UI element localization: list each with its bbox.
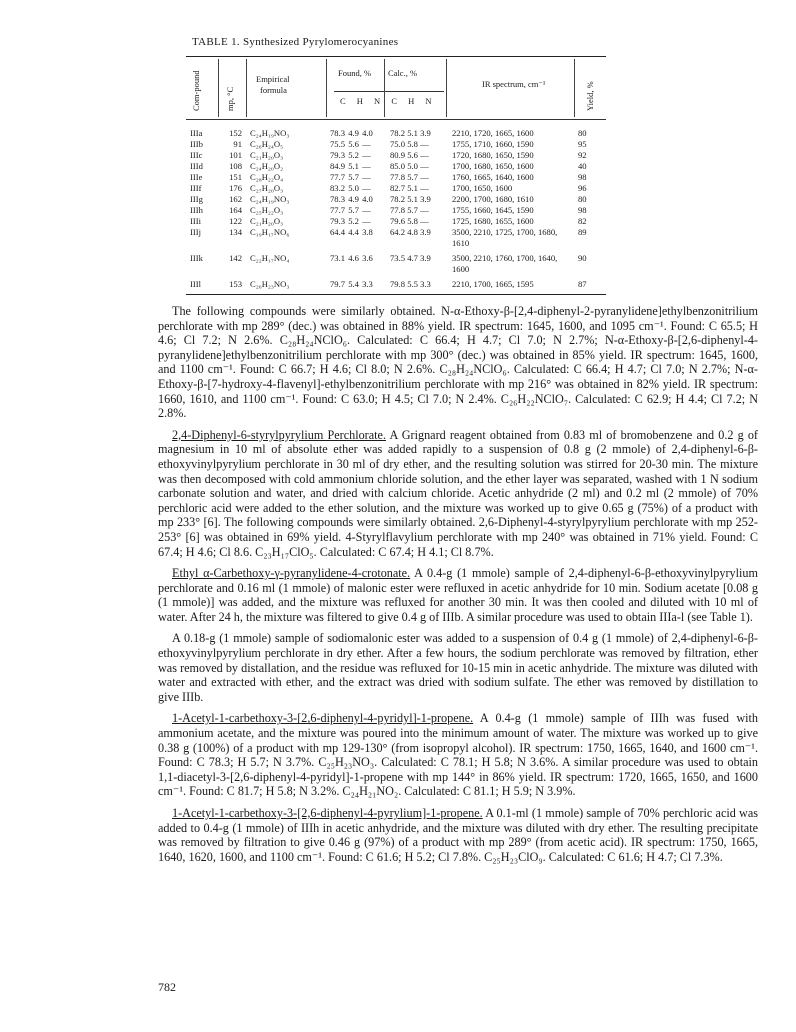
formula-cell: C₂₅H₂₂O₃ bbox=[250, 205, 284, 215]
compound-cell: IIIg bbox=[190, 194, 203, 204]
header-subrule bbox=[334, 91, 444, 92]
found-cell: 64.4 4.4 3.8 bbox=[330, 227, 373, 237]
calc-cell: 82.7 5.1 — bbox=[390, 183, 429, 193]
formula-cell: C₂₄H₁₉NO₃ bbox=[250, 194, 290, 204]
formula-cell: C₂₄H₂₀O₂ bbox=[250, 161, 284, 171]
paragraph-pyrylium-propene-body: A 0.1-ml (1 mmole) sample of 70% perchloric acid was added to 0.4-g (1 mmole) of IIIh in acetic anhydride, and the mixture was diluted with dry ether. The resulting precipitate was removed by filtration to give 0.46 g (97%) of a product with mp 289° (from acetic acid). IR spectrum: 1750, 1665, 1640, 1620, 1600, and 1100 cm⁻¹. Found: C 61.6; H 5.2; Cl 7.8%. C₂₅H₂₃ClO₉. Calculated: C 61.6; H 4.7; Cl 7.3%. bbox=[158, 806, 758, 864]
mp-cell: 134 bbox=[229, 227, 242, 237]
formula-cell: C₁₉H₁₇NO₆ bbox=[250, 227, 290, 237]
found-cell: 79.3 5.2 — bbox=[330, 150, 371, 160]
yield-cell: 80 bbox=[578, 194, 587, 204]
calc-cell: 77.8 5.7 — bbox=[390, 205, 429, 215]
paragraph-pyridyl-propene-body: A 0.4-g (1 mmole) sample of IIIh was fused with ammonium acetate, and the mixture was poured into the minimum amount of water. The mixture was worked up to give 0.38 g (100%) of a product with mp 129-130° (from isopropyl alcohol). IR spectrum: 1750, 1665, 1640, and 1600 cm⁻¹. Found: C 78.3; H 5.7; N 3.7%. C₂₅H₂₃NO₃. Calculated: C 78.1; H 5.8; N 3.6%. A similar procedure was used to obtain 1,1-diacetyl-3-[2,6-diphenyl-4-pyridyl]-1-propene with mp 144° in 86% yield. IR spectrum: 1720, 1665, 1650, and 1600 cm⁻¹. Found: C 81.7; H 5.8; N 3.2%. C₂₄H₂₁NO₂. Calculated: C 81.1; H 5.9; N 3.9%. bbox=[158, 711, 758, 799]
formula-cell: C₂₆H₂₃NO₃ bbox=[250, 279, 290, 289]
calc-cell: 80.9 5.6 — bbox=[390, 150, 429, 160]
formula-cell: C₂₄H₁₉NO₃ bbox=[250, 128, 290, 138]
table-row bbox=[186, 194, 606, 205]
mp-cell: 176 bbox=[229, 183, 242, 193]
compound-cell: IIIl bbox=[190, 279, 201, 289]
compound-cell: IIIe bbox=[190, 172, 203, 182]
ir-cell: 3500, 2210, 1760, 1700, 1640, 1600 bbox=[452, 253, 558, 274]
calc-cell: 78.2 5.1 3.9 bbox=[390, 128, 431, 138]
ir-cell: 1720, 1680, 1650, 1590 bbox=[452, 150, 534, 160]
compound-cell: IIIj bbox=[190, 227, 201, 237]
yield-cell: 98 bbox=[578, 205, 587, 215]
yield-cell: 92 bbox=[578, 150, 587, 160]
compound-cell: IIIa bbox=[190, 128, 203, 138]
table-header bbox=[186, 57, 606, 119]
ir-cell: 2210, 1720, 1665, 1600 bbox=[452, 128, 534, 138]
found-cell: 78.3 4.9 4.0 bbox=[330, 128, 373, 138]
yield-cell: 98 bbox=[578, 172, 587, 182]
paragraph-similar-compounds: The following compounds were similarly obtained. N-α-Ethoxy-β-[2,4-diphenyl-2-pyranylidene]ethylbenzonitrilium perchlorate with mp 289° (dec.) was obtained in 88% yield. IR spectrum: 1645, 1600, and 1095 cm⁻¹. Found: C 65.5; H 4.6; Cl 7.2; N 2.6%. C₂₈H₂₄NClO₆. Calculated: C 66.4; H 4.7; Cl 7.0; N 2.7%; N-α-Ethoxy-β-[2,6-diphenyl-4-pyranylidene]ethylbenzonitrilium perchlorate with mp 300° (dec.) was obtained in 85% yield. IR spectrum: 1645, 1600, and 1100 cm⁻¹. Found: C 66.7; H 4.6; Cl 8.0; N 2.6%. C₂₈H₂₄NClO₆. Calculated: C 66.4; H 4.7; Cl 7.0; N 2.7%; N-α-Ethoxy-β-[7-hydroxy-4-flavenyl]-ethylbenzonitrilium perchlorate with mp 216° was obtained in 82% yield. IR spectrum: 1660, 1610, and 1100 cm⁻¹. Found: C 63.0; H 4.5; Cl 7.0; N 2.4%. C₂₆H₂₂NClO₇. Calculated: C 62.9; H 4.4; Cl 7.2; N 2.8%. bbox=[158, 304, 758, 421]
formula-cell: C₂₇H₂₀O₃ bbox=[250, 183, 284, 193]
mp-cell: 122 bbox=[229, 216, 242, 226]
compound-cell: IIIc bbox=[190, 150, 203, 160]
mp-cell: 151 bbox=[229, 172, 242, 182]
yield-cell: 40 bbox=[578, 161, 587, 171]
found-cell: 78.3 4.9 4.0 bbox=[330, 194, 373, 204]
ir-cell: 1755, 1710, 1660, 1590 bbox=[452, 139, 534, 149]
table-row bbox=[186, 172, 606, 183]
compound-cell: IIId bbox=[190, 161, 203, 171]
col-divider bbox=[384, 59, 385, 117]
header-ir: IR spectrum, cm⁻¹ bbox=[482, 79, 546, 89]
col-divider bbox=[326, 59, 327, 117]
calc-cell: 79.6 5.8 — bbox=[390, 216, 429, 226]
mp-cell: 162 bbox=[229, 194, 242, 204]
found-cell: 79.3 5.2 — bbox=[330, 216, 371, 226]
body-text bbox=[158, 304, 758, 871]
header-found: Found, % bbox=[338, 68, 372, 78]
table-bottom-rule bbox=[186, 294, 606, 295]
ir-cell: 1700, 1650, 1600 bbox=[452, 183, 513, 193]
mp-cell: 101 bbox=[229, 150, 242, 160]
header-formula-line2: formula bbox=[260, 85, 287, 95]
paragraph-sodiomalonic: A 0.18-g (1 mmole) sample of sodiomalonic ester was added to a suspension of 0.4 g (1 mmole) of 2,4-diphenyl-6-β-ethoxyvinylpyrylium perchlorate in dry ether. After a few hours, the sodium perchlorate was removed by filtration, ether was removed by distallation, and the residue was refluxed for 10-15 min in acetic anhydride. The mixture was diluted with water and extracted with ether, and the extract was dried with sodium sulfate. The ether was removed by distillation to give IIIb. bbox=[158, 631, 758, 704]
mp-cell: 164 bbox=[229, 205, 242, 215]
header-mp: mp, °C bbox=[225, 86, 235, 111]
table-body bbox=[186, 120, 606, 290]
ir-cell: 3500, 2210, 1725, 1700, 1680, 1610 bbox=[452, 227, 558, 248]
section-title-crotonate: Ethyl α-Carbethoxy-γ-pyranylidene-4-crotonate. bbox=[172, 566, 411, 581]
col-divider bbox=[246, 59, 247, 117]
section-title-styrylpyrylium: 2,4-Diphenyl-6-styrylpyrylium Perchlorate. bbox=[172, 427, 386, 442]
calc-cell: 75.0 5.8 — bbox=[390, 139, 429, 149]
formula-cell: C₂₁H₂₀O₃ bbox=[250, 216, 284, 226]
table-row bbox=[186, 183, 606, 194]
calc-cell: 73.5 4.7 3.9 bbox=[390, 253, 431, 263]
table-row bbox=[186, 279, 606, 290]
table-caption: TABLE 1. Synthesized Pyrylomerocyanines bbox=[192, 36, 399, 48]
col-divider bbox=[218, 59, 219, 117]
paragraph-crotonate-body: A 0.4-g (1 mmole) sample of 2,4-diphenyl-6-β-ethoxyvinylpyrylium perchlorate and 0.16 ml (1 mmole) of malonic ester were refluxed in acetic anhydride for 10 min. Sodium acetate [0.08 g (1 mmole)] was added, and the mixture was refluxed for another 30 min. It was then cooled and diluted with 10 ml of water. After 24 h, the mixture was filtered to give 0.4 g of IIIb. A similar procedure was used to obtain IIIa-l (see Table 1). bbox=[158, 566, 758, 624]
table-row bbox=[186, 161, 606, 172]
yield-cell: 80 bbox=[578, 128, 587, 138]
formula-cell: C₂₆H₂₄O₅ bbox=[250, 139, 284, 149]
calc-cell: 77.8 5.7 — bbox=[390, 172, 429, 182]
table-row bbox=[186, 253, 606, 273]
table-row bbox=[186, 216, 606, 227]
paragraph-styrylpyrylium-body: A Grignard reagent obtained from 0.83 ml of bromobenzene and 0.2 g of magnesium in 10 ml of absolute ether was added rapidly to a suspension of 0.8 g (2 mmole) of 2,4-diphenyl-6-β-ethoxyvinylpyrylium perchlorate in 30 ml of dry ether, and the resulting solution was stirred for 20-30 min. The mixture was then decomposed with cold ammonium chloride solution, and the ether layer was separated, washed with 1 N sodium carbonate solution and water, and dried with calcium chloride. Acetic anhydride (2 ml) and 0.2 ml (2 mmole) of 70% perchloric acid were added to the ether solution, and the mixture was worked up to give 0.65 g (75%) of a product with mp 233° [6]. The following compounds were similarly obtained. 2,6-Diphenyl-4-styrylpyrylium perchlorate with mp 252-253° [6] was obtained in 69% yield. 4-Styrylflavylium perchlorate with mp 240° was obtained in 71% yield. Found: C 67.4; H 4.6; Cl 8.6. C₂₃H₁₇ClO₅. Calculated: C 67.4; H 4.1; Cl 8.7%. bbox=[158, 427, 758, 559]
mp-cell: 108 bbox=[229, 161, 242, 171]
header-calc: Calc., % bbox=[388, 68, 418, 78]
mp-cell: 142 bbox=[229, 253, 242, 263]
col-divider bbox=[574, 59, 575, 117]
header-yield: Yield, % bbox=[585, 81, 595, 111]
table-row bbox=[186, 205, 606, 216]
compound-cell: IIIk bbox=[190, 253, 203, 263]
calc-cell: 79.8 5.5 3.3 bbox=[390, 279, 431, 289]
yield-cell: 90 bbox=[578, 253, 587, 263]
ir-cell: 1700, 1680, 1650, 1600 bbox=[452, 161, 534, 171]
yield-cell: 82 bbox=[578, 216, 587, 226]
page-number: 782 bbox=[158, 980, 176, 994]
header-compound: Com-pound bbox=[191, 70, 201, 111]
mp-cell: 91 bbox=[233, 139, 242, 149]
paragraph-styrylpyrylium bbox=[158, 428, 758, 559]
paragraph-crotonate bbox=[158, 566, 758, 624]
compound-cell: IIIh bbox=[190, 205, 203, 215]
section-title-pyrylium-propene: 1-Acetyl-1-carbethoxy-3-[2,6-diphenyl-4-pyrylium]-1-propene. bbox=[172, 806, 483, 820]
mp-cell: 152 bbox=[229, 128, 242, 138]
header-chn: C H N C H N bbox=[340, 96, 432, 106]
calc-cell: 85.0 5.0 — bbox=[390, 161, 429, 171]
found-cell: 73.1 4.6 3.6 bbox=[330, 253, 373, 263]
found-cell: 77.7 5.7 — bbox=[330, 205, 371, 215]
col-divider bbox=[446, 59, 447, 117]
table-1 bbox=[186, 36, 606, 295]
yield-cell: 95 bbox=[578, 139, 587, 149]
found-cell: 83.2 5.0 — bbox=[330, 183, 371, 193]
found-cell: 75.5 5.6 — bbox=[330, 139, 371, 149]
calc-cell: 64.2 4.8 3.9 bbox=[390, 227, 431, 237]
calc-cell: 78.2 5.1 3.9 bbox=[390, 194, 431, 204]
yield-cell: 96 bbox=[578, 183, 587, 193]
compound-cell: IIIb bbox=[190, 139, 203, 149]
ir-cell: 2200, 1700, 1680, 1610 bbox=[452, 194, 534, 204]
paragraph-pyrylium-propene bbox=[158, 806, 758, 864]
table-row bbox=[186, 139, 606, 150]
yield-cell: 89 bbox=[578, 227, 587, 237]
ir-cell: 1725, 1680, 1655, 1600 bbox=[452, 216, 534, 226]
compound-cell: IIIf bbox=[190, 183, 202, 193]
mp-cell: 153 bbox=[229, 279, 242, 289]
ir-cell: 1760, 1665, 1640, 1600 bbox=[452, 172, 534, 182]
found-cell: 79.7 5.4 3.3 bbox=[330, 279, 373, 289]
ir-cell: 1755, 1660, 1645, 1590 bbox=[452, 205, 534, 215]
table-row bbox=[186, 128, 606, 139]
header-formula-line1: Empirical bbox=[256, 74, 290, 84]
found-cell: 84.9 5.1 — bbox=[330, 161, 371, 171]
formula-cell: C₂₈H₂₂O₄ bbox=[250, 172, 284, 182]
formula-cell: C₂₁H₂₀O₃ bbox=[250, 150, 284, 160]
compound-cell: IIIi bbox=[190, 216, 201, 226]
table-row bbox=[186, 150, 606, 161]
ir-cell: 2210, 1700, 1665, 1595 bbox=[452, 279, 534, 289]
table-row bbox=[186, 227, 606, 247]
formula-cell: C₂₂H₁₇NO₄ bbox=[250, 253, 290, 263]
paragraph-pyridyl-propene bbox=[158, 711, 758, 799]
yield-cell: 87 bbox=[578, 279, 587, 289]
found-cell: 77.7 5.7 — bbox=[330, 172, 371, 182]
section-title-pyridyl-propene: 1-Acetyl-1-carbethoxy-3-[2,6-diphenyl-4-pyridyl]-1-propene. bbox=[172, 711, 474, 726]
